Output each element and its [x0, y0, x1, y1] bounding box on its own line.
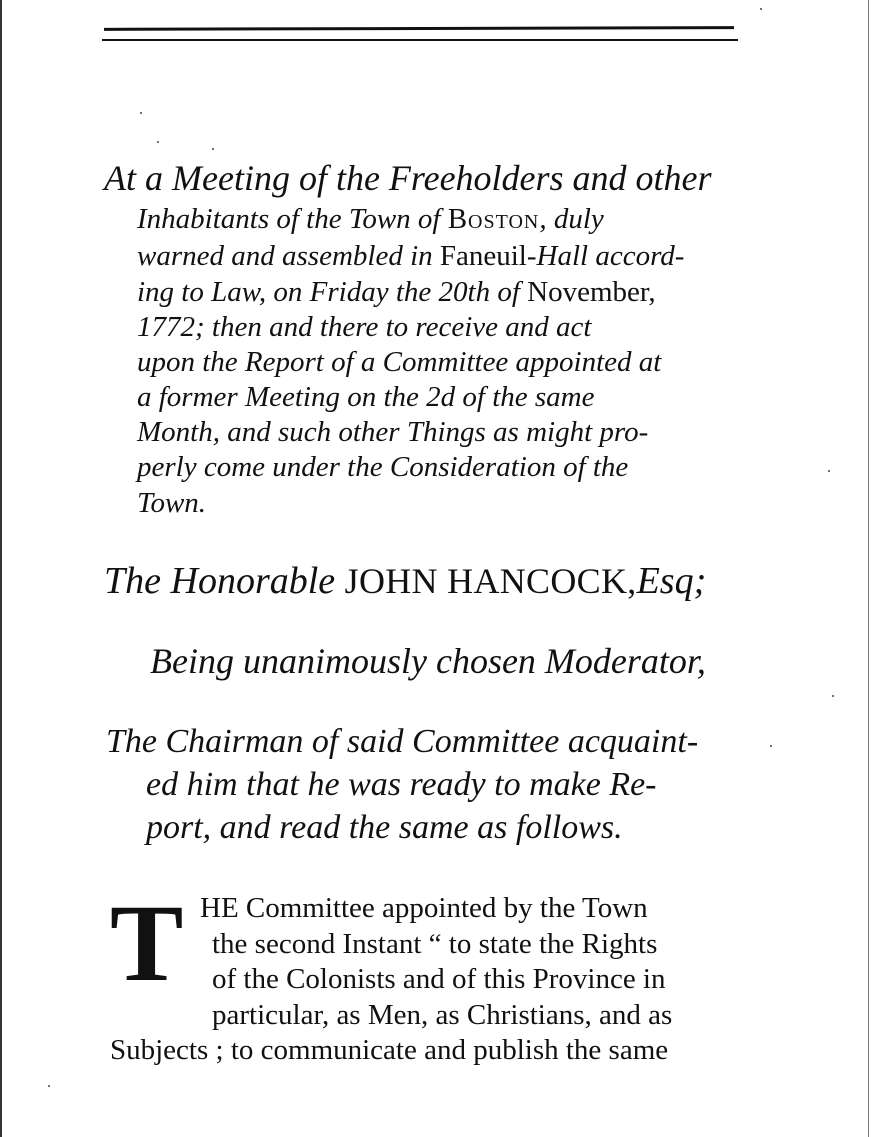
name-hancock: JOHN HANCOCK,: [344, 561, 637, 601]
para3-line-3: of the Colonists and of this Province in: [212, 963, 666, 995]
para1-november: November,: [527, 276, 656, 308]
scan-speck: [832, 695, 834, 697]
para2-line-2: ed him that he was ready to make Re-: [146, 766, 657, 803]
para2-line-3: port, and read the same as follows.: [146, 809, 623, 846]
para1-line-2-end: , duly: [539, 203, 604, 235]
para1-line-6: upon the Report of a Committee appointed at: [137, 346, 662, 378]
scan-speck: [828, 470, 830, 472]
moderator-name-line: [104, 562, 706, 600]
para1-line-5: 1772; then and there to receive and act: [137, 311, 592, 343]
para1-line-2: [137, 205, 604, 234]
moderator-line: Being unanimously chosen Moderator,: [150, 641, 706, 681]
name-suffix: Esq;: [636, 560, 707, 602]
para1-line-9: perly come under the Consideration of the: [137, 451, 629, 483]
para1-line-4-text: ing to Law, on Friday the 20th of: [137, 276, 520, 308]
para2-line-1: The Chairman of said Committee acquaint-: [106, 723, 699, 760]
para1-line-10: Town.: [137, 487, 207, 519]
drop-cap-letter: T: [110, 882, 184, 1004]
name-prefix: The Honorable: [104, 560, 336, 602]
scan-speck: [212, 148, 214, 150]
page-edge-left: [0, 0, 2, 1137]
scan-speck: [157, 141, 159, 143]
para1-line-3-text: warned and assembled in: [137, 240, 433, 272]
para3-line-4: particular, as Men, as Christians, and as: [212, 999, 673, 1031]
para1-boston: Boston: [447, 203, 540, 235]
para1-line-8: Month, and such other Things as might pro-: [137, 416, 649, 448]
para1-hall: Hall accord-: [536, 240, 685, 272]
para3-line-2: the second Instant “ to state the Rights: [212, 928, 658, 960]
page-edge-right: [868, 0, 869, 1137]
para3-line-5: Subjects ; to communicate and publish the same: [110, 1034, 669, 1066]
para1-line-2-text: Inhabitants of the Town of: [137, 203, 441, 235]
para1-faneuil: Faneuil-: [439, 240, 537, 272]
top-rule-double: [102, 39, 738, 41]
para1-line-4: [137, 278, 656, 307]
scan-speck: [760, 8, 762, 10]
para1-line-1: At a Meeting of the Freeholders and other: [104, 158, 712, 198]
para3-line-1: HE Committee appointed by the Town: [200, 892, 648, 924]
top-rule-thick: [104, 26, 734, 31]
para1-line-3: [137, 242, 684, 271]
para1-line-7: a former Meeting on the 2d of the same: [137, 381, 595, 413]
scan-speck: [140, 112, 142, 114]
scan-speck: [770, 745, 772, 747]
scan-speck: [48, 1085, 50, 1087]
